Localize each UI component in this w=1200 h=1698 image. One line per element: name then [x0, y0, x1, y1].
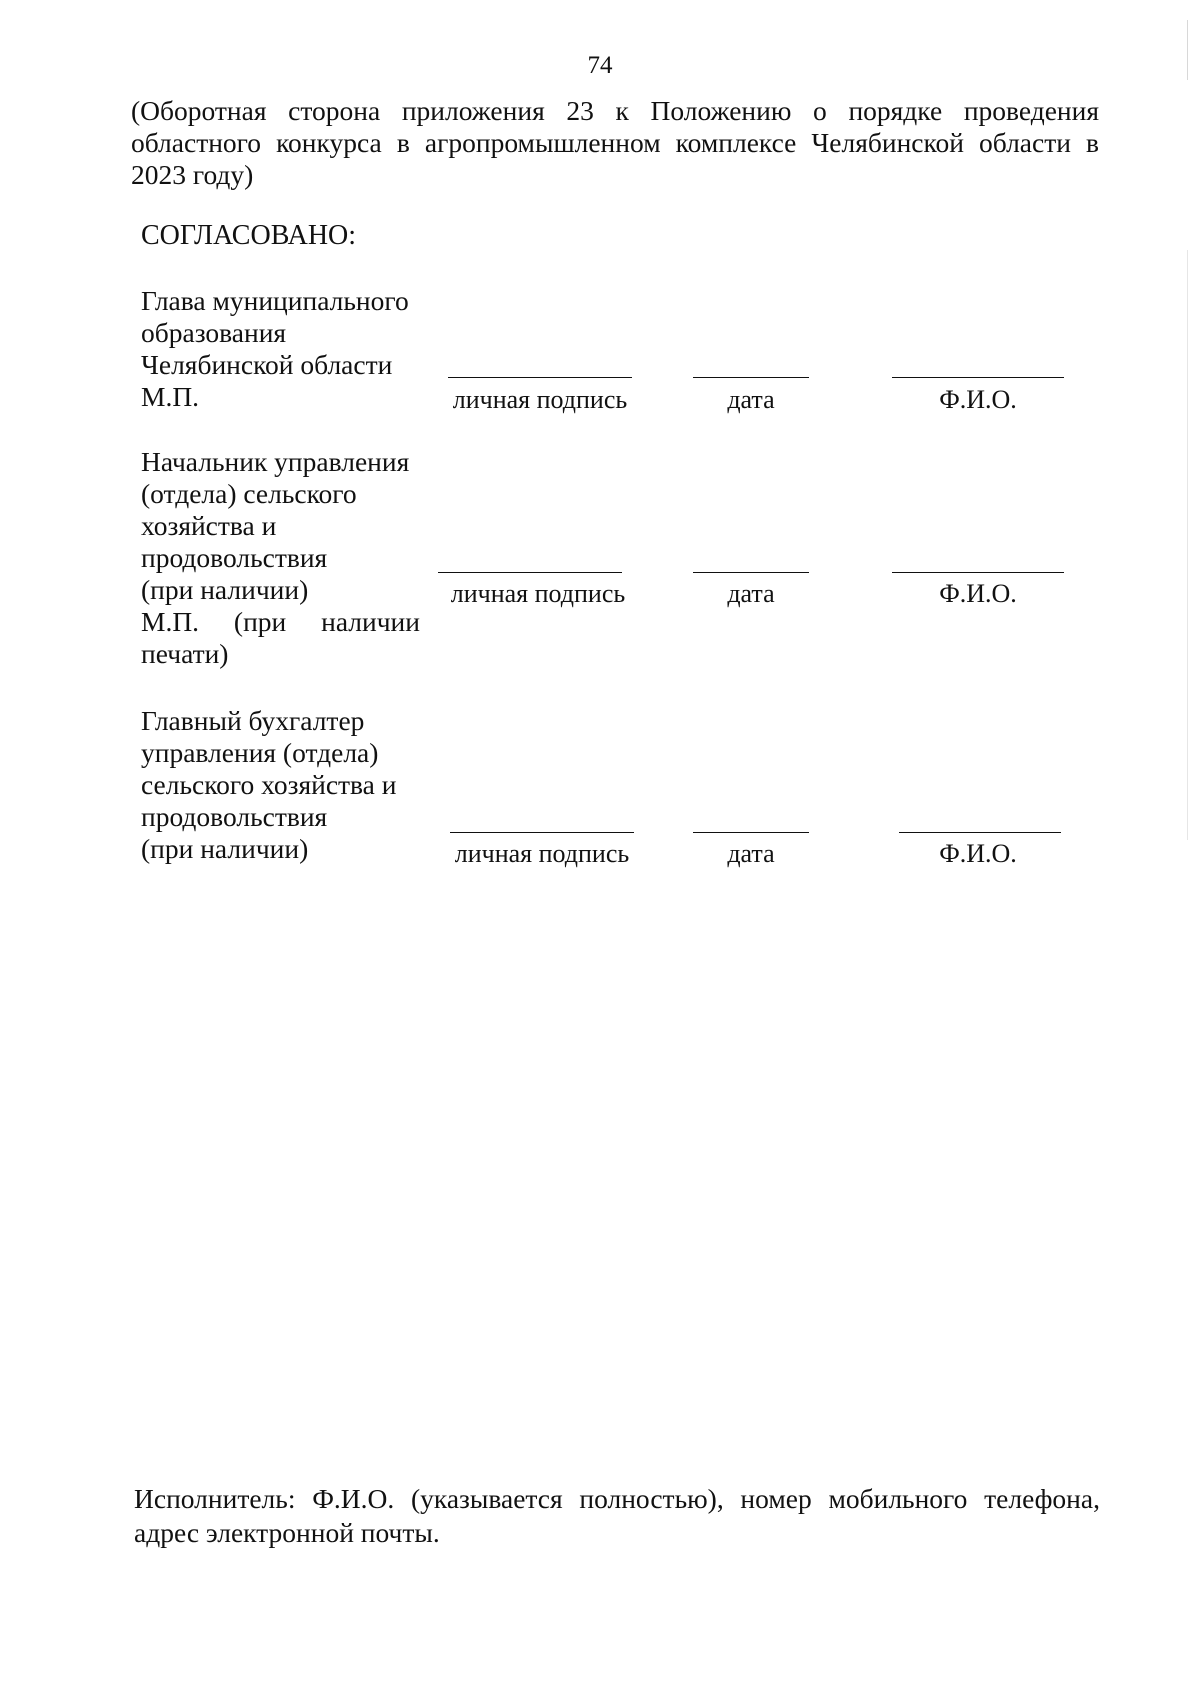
name-line — [899, 832, 1061, 833]
role-line: (отдела) сельского — [141, 478, 357, 509]
approval-block-department-head — [141, 446, 1071, 676]
name-line — [892, 572, 1064, 573]
role-line: хозяйства и — [141, 510, 277, 541]
role-line: продовольствия — [141, 542, 328, 573]
stamp-word: М.П. — [141, 606, 200, 637]
scan-margin-mark — [1187, 250, 1188, 840]
stamp-note-tail: печати) — [141, 638, 229, 669]
role-line: (при наличии) — [141, 574, 309, 605]
stamp-word: наличии — [321, 606, 420, 637]
date-label: дата — [727, 839, 775, 868]
role-line: образования — [141, 317, 287, 348]
role-title — [141, 285, 420, 413]
signature-label: личная подпись — [454, 839, 630, 868]
role-title — [141, 705, 420, 865]
role-line: (при наличии) — [141, 833, 309, 864]
approval-block-municipal-head — [141, 285, 1071, 425]
signature-label: личная подпись — [450, 579, 626, 608]
signature-line — [450, 832, 634, 833]
signature-line — [438, 572, 622, 573]
scan-margin-mark — [1187, 20, 1188, 80]
name-label: Ф.И.О. — [939, 839, 1017, 868]
role-line: Главный бухгалтер — [141, 705, 365, 736]
approval-block-chief-accountant — [141, 705, 1071, 875]
role-line: Челябинской области — [141, 349, 393, 380]
date-label: дата — [727, 385, 775, 414]
executor-note: Исполнитель: Ф.И.О. (указывается полностью), номер мобильного телефона, адрес электронной почты. — [134, 1483, 1100, 1548]
stamp-note: М.П. — [141, 381, 200, 412]
date-line — [693, 377, 809, 378]
stamp-note — [141, 606, 420, 638]
date-line — [693, 832, 809, 833]
role-line: сельского хозяйства и — [141, 769, 397, 800]
approved-heading: СОГЛАСОВАНО: — [141, 220, 357, 251]
role-line: продовольствия — [141, 801, 328, 832]
appendix-reference: (Оборотная сторона приложения 23 к Положению о порядке проведения областного конкурса в агропромышленном комплексе Челябинской области в 2023 году) — [131, 95, 1099, 190]
role-line: Начальник управления — [141, 446, 410, 477]
role-title — [141, 446, 420, 670]
signature-label: личная подпись — [452, 385, 628, 414]
date-line — [693, 572, 809, 573]
role-line: Глава муниципального — [141, 285, 409, 316]
signature-line — [448, 377, 632, 378]
stamp-word: (при — [233, 606, 287, 637]
role-line: управления (отдела) — [141, 737, 379, 768]
date-label: дата — [727, 579, 775, 608]
name-label: Ф.И.О. — [939, 579, 1017, 608]
name-line — [892, 377, 1064, 378]
page-number: 74 — [587, 52, 613, 79]
name-label: Ф.И.О. — [939, 385, 1017, 414]
